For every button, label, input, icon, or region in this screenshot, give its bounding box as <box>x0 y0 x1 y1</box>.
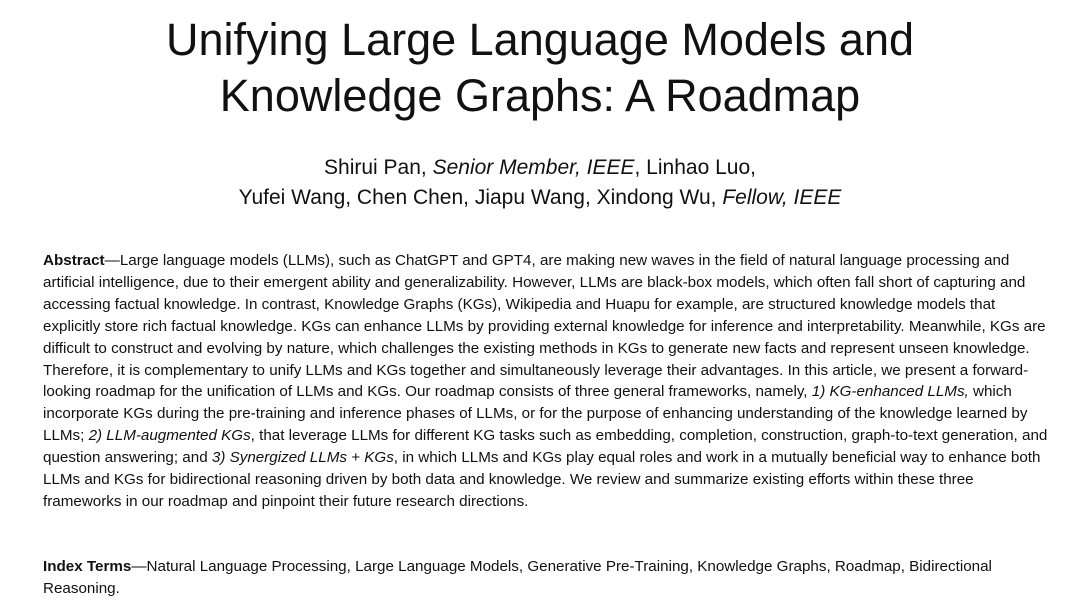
index-terms-paragraph <box>43 556 1048 600</box>
index-terms-label: Index Terms <box>43 558 132 575</box>
framework-3: 3) Synergized LLMs + KGs <box>211 449 394 467</box>
framework-2: 2) LLM-augmented KGs <box>88 427 251 445</box>
framework-1: 1) KG-enhanced LLMs, <box>811 383 969 401</box>
abstract-text: , in which LLMs and KGs play equal roles and work in a mutually beneficial way to enhance both LLMs and KGs for bidirectional reasoning driven by both data and knowledge. We review and summarize existing efforts within these three frameworks in our roadmap and pinpoint their future research directions. <box>43 449 1041 510</box>
author-names: Yufei Wang, Chen Chen, Jiapu Wang, Xindong Wu, <box>238 186 723 209</box>
abstract-text: , that leverage LLMs for different KG tasks such as embedding, completion, construction, graph-to-text generation, and question answering; and <box>43 427 1048 467</box>
title-line-1: Unifying Large Language Models and <box>165 14 915 65</box>
abstract-paragraph <box>43 250 1048 513</box>
author-name: , Linhao Luo, <box>634 156 756 179</box>
abstract-text: —Large language models (LLMs), such as ChatGPT and GPT4, are making new waves in the field of natural language processing and artificial intelligence, due to their emergent ability and generalizability. However, LLMs are black-box models, which often fall short of capturing and accessing factual knowledge. In contrast, Knowledge Graphs (KGs), Wikipedia and Huapu for example, are structured knowledge models that explicitly store rich factual knowledge. KGs can enhance LLMs by providing external knowledge for inference and interpretability. Meanwhile, KGs are difficult to construct and evolving by nature, which challenges the existing methods in KGs to generate new facts and represent unseen knowledge. Therefore, it is complementary to unify LLMs and KGs together and simultaneously leverage their advantages. In this article, we present a forward-looking roadmap for the unification of LLMs and KGs. Our roadmap consists of three general frameworks, namely, <box>43 252 1046 401</box>
abstract-label: Abstract <box>43 252 105 269</box>
author-name: Shirui Pan, <box>324 156 433 179</box>
title-line-2: Knowledge Graphs: A Roadmap <box>219 70 861 121</box>
author-line-2 <box>0 183 1080 213</box>
author-line-1 <box>0 153 1080 183</box>
author-membership: Senior Member, IEEE <box>432 156 635 179</box>
author-list <box>0 153 1080 213</box>
paper-title <box>0 12 1080 124</box>
index-terms-text: —Natural Language Processing, Large Language Models, Generative Pre-Training, Knowledge Graphs, Roadmap, Bidirectional Reasoning. <box>43 558 992 597</box>
author-membership: Fellow, IEEE <box>722 186 842 209</box>
abstract-text: which incorporate KGs during the pre-training and inference phases of LLMs, or for the purpose of enhancing understanding of the knowledge learned by LLMs; <box>43 383 1028 445</box>
